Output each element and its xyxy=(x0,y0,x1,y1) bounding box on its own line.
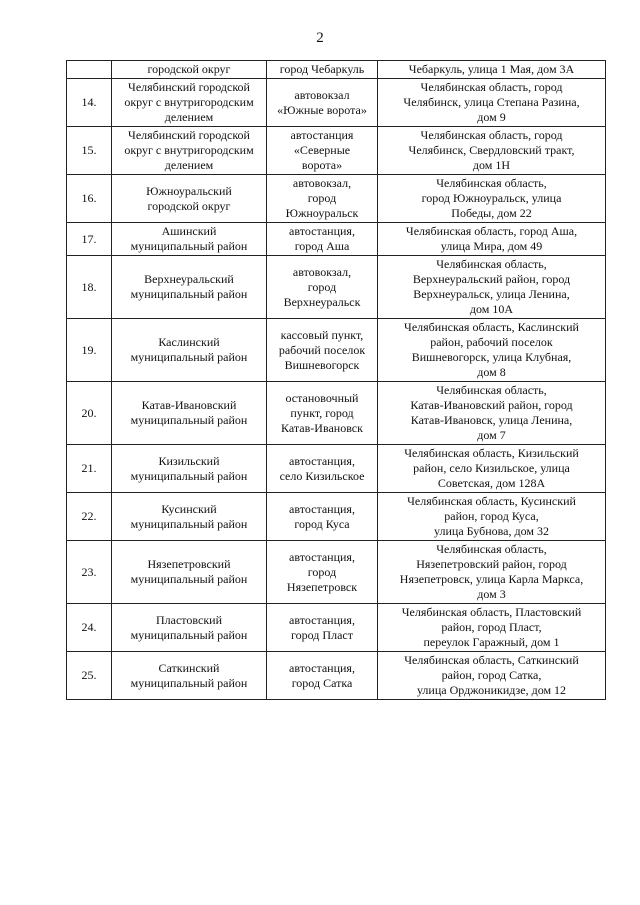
address-cell: Челябинская область, Каслинский район, рабочий поселок Вишневогорск, улица Клубная, дом 8 xyxy=(378,319,606,382)
row-number: 21. xyxy=(67,445,112,493)
municipality-cell: Челябинский городской округ с внутригородским делением xyxy=(112,127,267,175)
address-cell: Челябинская область, Катав-Ивановский район, город Катав-Ивановск, улица Ленина, дом 7 xyxy=(378,382,606,445)
row-number: 20. xyxy=(67,382,112,445)
station-cell: автостанция, город Сатка xyxy=(267,652,378,700)
table-row xyxy=(67,79,606,127)
station-cell: автостанция, город Куса xyxy=(267,493,378,541)
address-cell: Челябинская область, город Южноуральск, улица Победы, дом 22 xyxy=(378,175,606,223)
municipality-cell: городской округ xyxy=(112,61,267,79)
station-cell: автостанция, город Нязепетровск xyxy=(267,541,378,604)
address-cell: Челябинская область, город Аша, улица Мира, дом 49 xyxy=(378,223,606,256)
row-number: 15. xyxy=(67,127,112,175)
address-cell: Челябинская область, Кусинский район, город Куса, улица Бубнова, дом 32 xyxy=(378,493,606,541)
row-number: 22. xyxy=(67,493,112,541)
table-row xyxy=(67,256,606,319)
municipality-cell: Кизильский муниципальный район xyxy=(112,445,267,493)
row-number: 25. xyxy=(67,652,112,700)
station-cell: автостанция «Северные ворота» xyxy=(267,127,378,175)
page-number: 2 xyxy=(316,30,324,46)
station-cell: автовокзал «Южные ворота» xyxy=(267,79,378,127)
station-cell: город Чебаркуль xyxy=(267,61,378,79)
table-row xyxy=(67,652,606,700)
municipality-cell: Нязепетровский муниципальный район xyxy=(112,541,267,604)
table-row xyxy=(67,493,606,541)
row-number: 19. xyxy=(67,319,112,382)
station-cell: автостанция, село Кизильское xyxy=(267,445,378,493)
station-cell: кассовый пункт, рабочий поселок Вишневогорск xyxy=(267,319,378,382)
table-row xyxy=(67,61,606,79)
table-row xyxy=(67,319,606,382)
table-row xyxy=(67,382,606,445)
table-row xyxy=(67,127,606,175)
table-row xyxy=(67,223,606,256)
address-cell: Челябинская область, Нязепетровский район, город Нязепетровск, улица Карла Маркса, дом 3 xyxy=(378,541,606,604)
row-number: 24. xyxy=(67,604,112,652)
table-row xyxy=(67,175,606,223)
table-row xyxy=(67,445,606,493)
municipality-cell: Южноуральский городской округ xyxy=(112,175,267,223)
station-cell: автостанция, город Аша xyxy=(267,223,378,256)
station-cell: остановочный пункт, город Катав-Ивановск xyxy=(267,382,378,445)
station-cell: автовокзал, город Верхнеуральск xyxy=(267,256,378,319)
municipality-cell: Ашинский муниципальный район xyxy=(112,223,267,256)
address-cell: Челябинская область, Кизильский район, село Кизильское, улица Советская, дом 128А xyxy=(378,445,606,493)
table-row xyxy=(67,604,606,652)
row-number: 23. xyxy=(67,541,112,604)
municipality-cell: Катав-Ивановский муниципальный район xyxy=(112,382,267,445)
row-number: 16. xyxy=(67,175,112,223)
municipality-cell: Кусинский муниципальный район xyxy=(112,493,267,541)
municipality-cell: Пластовский муниципальный район xyxy=(112,604,267,652)
stations-table xyxy=(66,60,606,700)
municipality-cell: Челябинский городской округ с внутригородским делением xyxy=(112,79,267,127)
row-number xyxy=(67,61,112,79)
municipality-cell: Саткинский муниципальный район xyxy=(112,652,267,700)
address-cell: Чебаркуль, улица 1 Мая, дом 3А xyxy=(378,61,606,79)
address-cell: Челябинская область, Пластовский район, город Пласт, переулок Гаражный, дом 1 xyxy=(378,604,606,652)
address-cell: Челябинская область, город Челябинск, улица Степана Разина, дом 9 xyxy=(378,79,606,127)
row-number: 14. xyxy=(67,79,112,127)
address-cell: Челябинская область, Саткинский район, город Сатка, улица Орджоникидзе, дом 12 xyxy=(378,652,606,700)
station-cell: автовокзал, город Южноуральск xyxy=(267,175,378,223)
municipality-cell: Верхнеуральский муниципальный район xyxy=(112,256,267,319)
address-cell: Челябинская область, Верхнеуральский район, город Верхнеуральск, улица Ленина, дом 10А xyxy=(378,256,606,319)
row-number: 17. xyxy=(67,223,112,256)
address-cell: Челябинская область, город Челябинск, Свердловский тракт, дом 1Н xyxy=(378,127,606,175)
municipality-cell: Каслинский муниципальный район xyxy=(112,319,267,382)
station-cell: автостанция, город Пласт xyxy=(267,604,378,652)
table-row xyxy=(67,541,606,604)
row-number: 18. xyxy=(67,256,112,319)
